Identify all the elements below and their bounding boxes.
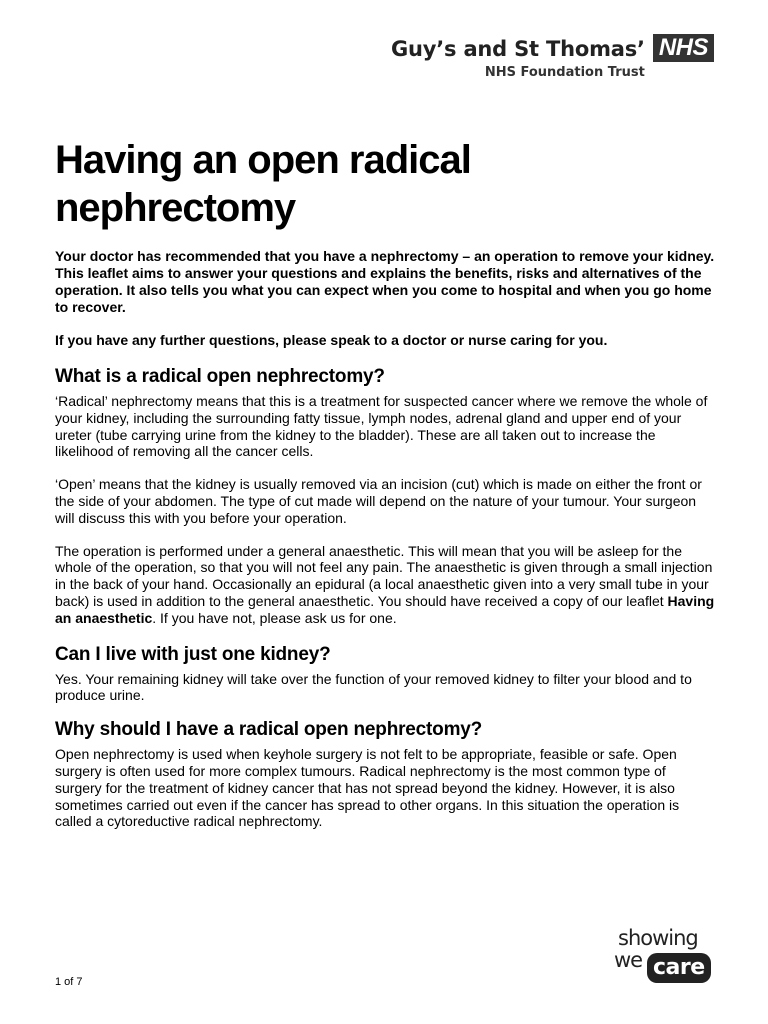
paragraph-open: ‘Open’ means that the kidney is usually removed via an incision (cut) which is made on either the front or the side of your abdomen. The type of cut made will depend on the nature of your tumour. Your surgeon will discuss this with you before your operation. [55, 476, 702, 526]
section-what-is [55, 393, 715, 627]
logo-care: care [647, 953, 711, 983]
page-title: Having an open radical nephrectomy [55, 138, 471, 230]
section-why [55, 746, 715, 830]
paragraph-why: Open nephrectomy is used when keyhole surgery is not felt to be appropriate, feasible or safe. Open surgery is often used for more complex tumours. Radical nephrectomy is the most common type of surgery for the treatment of kidney cancer that has not spread beyond the kidney. However, it is also sometimes carried out even if the cancer has spread to other organs. In this situation the operation is called a cytoreductive radical nephrectomy. [55, 746, 680, 830]
paragraph-one-kidney: Yes. Your remaining kidney will take over the function of your removed kidney to filter your blood and to produce urine. [55, 670, 692, 704]
trust-subtitle: NHS Foundation Trust [484, 65, 645, 80]
trust-text [391, 36, 645, 80]
nhs-logo: NHS [653, 34, 714, 62]
intro-questions: If you have any further questions, please speak to a doctor or nurse caring for you. [55, 332, 608, 348]
section-heading-what-is: What is a radical open nephrectomy? [55, 366, 385, 387]
section-one-kidney [55, 671, 715, 705]
trust-name: Guy’s and St Thomas’ [390, 37, 645, 61]
page-number: 1 of 7 [55, 976, 83, 988]
anaesthetic-text-end: . If you have not, please ask us for one. [152, 609, 397, 626]
document-body [55, 136, 715, 836]
intro-paragraph: Your doctor has recommended that you have a nephrectomy – an operation to remove your kidney. This leaflet aims to answer your questions and explains the benefits, risks and alternatives of the operation. It also tells you what you can expect when you come to hospital and when you go home to recover. [55, 248, 715, 315]
paragraph-radical: ‘Radical’ nephrectomy means that this is a treatment for suspected cancer where we remove the whole of your kidney, including the surrounding fatty tissue, lymph nodes, adrenal gland and upper end of your ureter (tube carrying urine from the kidney to the bladder). These are all taken out to increase the likelihood of removing all the cancer cells. [55, 393, 708, 460]
section-heading-one-kidney: Can I live with just one kidney? [55, 643, 331, 665]
leaflet-reference: Having an anaesthetic [55, 592, 715, 626]
paragraph-anaesthetic [55, 543, 715, 627]
logo-showing: showing [618, 926, 698, 950]
header [391, 34, 714, 80]
section-heading-why: Why should I have a radical open nephrectomy? [55, 719, 483, 741]
anaesthetic-text: The operation is performed under a general anaesthetic. This will mean that you will be asleep for the whole of the operation, so that you will not feel any pain. The anaesthetic is given through a small injection in the back of your hand. Occasionally an epidural (a local anaesthetic given into a very small tube in your back) is used in addition to the general anaesthetic. You should have received a copy of our leaflet [55, 542, 713, 609]
logo-we: we [614, 948, 643, 972]
showing-we-care-logo [614, 926, 730, 984]
